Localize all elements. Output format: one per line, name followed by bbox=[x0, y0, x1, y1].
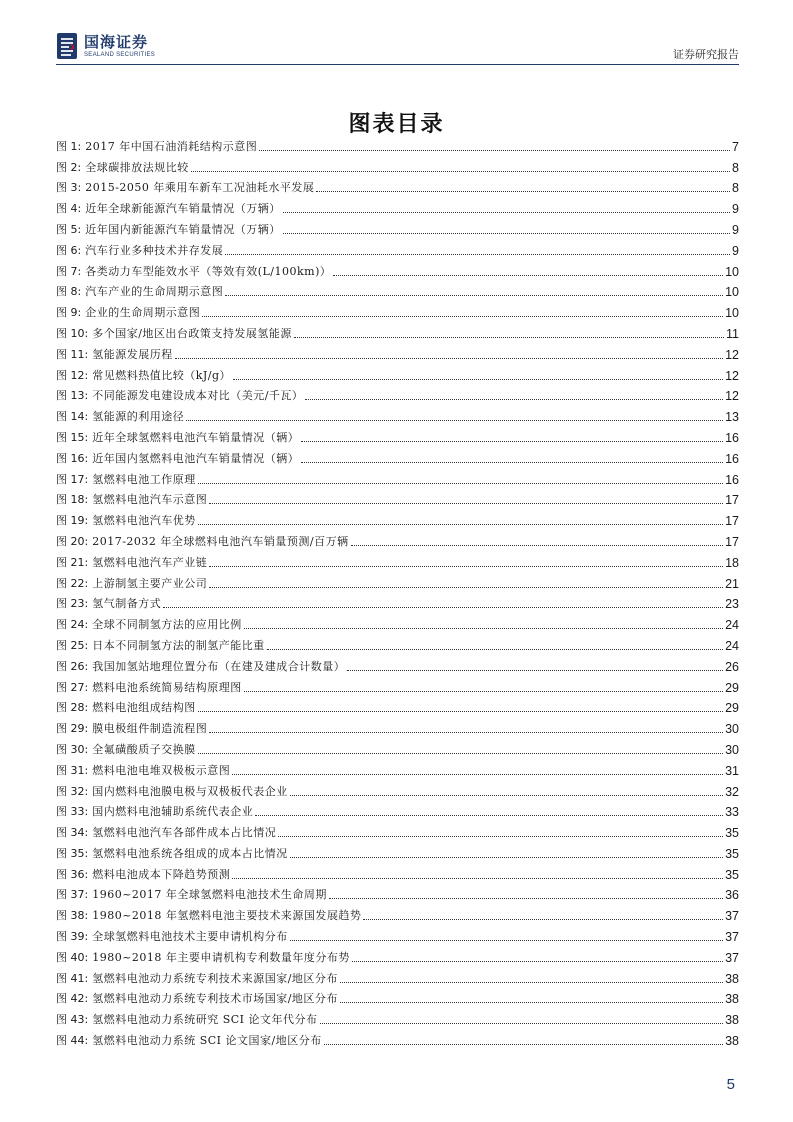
toc-entry-label: 图 30: bbox=[56, 742, 89, 756]
toc-entry-label: 图 27: bbox=[56, 680, 89, 694]
toc-leader-dots bbox=[244, 628, 723, 629]
company-name-en: SEALAND SECURITIES bbox=[84, 51, 156, 58]
toc-entry-label: 图 36: bbox=[56, 867, 89, 881]
toc-entry[interactable] bbox=[56, 320, 739, 341]
toc-entry-title: 燃料电池组成结构图 bbox=[92, 701, 196, 715]
toc-entry[interactable] bbox=[56, 840, 739, 861]
toc-entry-page: 7 bbox=[732, 139, 739, 154]
toc-entry-title: 全氟磺酸质子交换膜 bbox=[92, 742, 196, 756]
toc-entry-label: 图 31: bbox=[56, 763, 89, 777]
toc-leader-dots bbox=[209, 503, 723, 504]
toc-entry[interactable] bbox=[56, 1027, 739, 1048]
toc-leader-dots bbox=[283, 233, 730, 234]
toc-entry[interactable] bbox=[56, 237, 739, 258]
toc-entry[interactable] bbox=[56, 923, 739, 944]
toc-leader-dots bbox=[340, 1002, 723, 1003]
toc-entry-page: 29 bbox=[725, 680, 739, 695]
toc-entry-title: 1980~2018 年主要申请机构专利数量年度分布势 bbox=[92, 950, 350, 964]
toc-entry-title: 近年国内新能源汽车销量情况（万辆） bbox=[85, 222, 281, 236]
toc-entry-label: 图 9: bbox=[56, 306, 82, 320]
toc-entry-title: 企业的生命周期示意图 bbox=[85, 306, 201, 320]
toc-entry-title: 多个国家/地区出台政策支持发展氢能源 bbox=[92, 326, 292, 340]
toc-entry-page: 37 bbox=[725, 930, 739, 945]
toc-entry-label: 图 44: bbox=[56, 1034, 89, 1048]
toc-entry-label: 图 26: bbox=[56, 659, 89, 673]
toc-leader-dots bbox=[225, 295, 723, 296]
toc-entry-label: 图 42: bbox=[56, 992, 89, 1006]
toc-leader-dots bbox=[305, 399, 723, 400]
toc-entry-page: 35 bbox=[725, 846, 739, 861]
toc-entry-label: 图 28: bbox=[56, 701, 89, 715]
toc-entry-page: 18 bbox=[725, 555, 739, 570]
toc-entry-title: 上游制氢主要产业公司 bbox=[92, 576, 208, 590]
toc-entry-title: 氢燃料电池动力系统专利技术来源国家/地区分布 bbox=[92, 971, 338, 985]
toc-entry-title: 日本不同制氢方法的制氢产能比重 bbox=[92, 638, 265, 652]
toc-entry[interactable] bbox=[56, 507, 739, 528]
toc-entry[interactable] bbox=[56, 362, 739, 383]
toc-entry-page: 38 bbox=[725, 971, 739, 986]
toc-entry-label: 图 43: bbox=[56, 1013, 89, 1027]
toc-entry-label: 图 20: bbox=[56, 534, 89, 548]
toc-leader-dots bbox=[363, 919, 723, 920]
toc-entry[interactable] bbox=[56, 341, 739, 362]
toc-leader-dots bbox=[352, 961, 723, 962]
toc-entry-title: 全球氢燃料电池技术主要申请机构分布 bbox=[92, 930, 288, 944]
toc-entry[interactable] bbox=[56, 195, 739, 216]
toc-entry-label: 图 3: bbox=[56, 181, 82, 195]
toc-entry-label: 图 14: bbox=[56, 410, 89, 424]
toc-entry-label: 图 21: bbox=[56, 555, 89, 569]
toc-entry-label: 图 15: bbox=[56, 430, 89, 444]
toc-leader-dots bbox=[329, 898, 723, 899]
toc-entry-page: 8 bbox=[732, 181, 739, 196]
toc-entry-page: 10 bbox=[725, 306, 739, 321]
toc-entry-title: 氢能源的利用途径 bbox=[92, 410, 185, 424]
toc-entry-page: 37 bbox=[725, 950, 739, 965]
toc-entry-title: 氢能源发展历程 bbox=[92, 347, 173, 361]
toc-entry-title: 各类动力车型能效水平（等效有效(L/100km)） bbox=[85, 264, 332, 278]
toc-entry-label: 图 22: bbox=[56, 576, 89, 590]
toc-entry-title: 2017-2032 年全球燃料电池汽车销量预测/百万辆 bbox=[92, 534, 349, 548]
toc-entry[interactable] bbox=[56, 175, 739, 196]
toc-entry[interactable] bbox=[56, 653, 739, 674]
toc-entry-title: 氢燃料电池汽车产业链 bbox=[92, 555, 208, 569]
toc-entry-label: 图 32: bbox=[56, 784, 89, 798]
toc-leader-dots bbox=[347, 670, 723, 671]
toc-entry[interactable] bbox=[56, 986, 739, 1007]
company-name-cn: 国海证券 bbox=[84, 32, 149, 51]
toc-leader-dots bbox=[320, 1023, 724, 1024]
toc-leader-dots bbox=[278, 836, 723, 837]
toc-entry[interactable] bbox=[56, 944, 739, 965]
toc-entry-title: 近年国内氢燃料电池汽车销量情况（辆） bbox=[92, 451, 300, 465]
toc-entry-page: 12 bbox=[725, 368, 739, 383]
toc-entry-page: 26 bbox=[725, 659, 739, 674]
toc-entry-page: 12 bbox=[725, 347, 739, 362]
toc-leader-dots bbox=[316, 191, 730, 192]
toc-leader-dots bbox=[301, 441, 723, 442]
toc-entry-title: 国内燃料电池辅助系统代表企业 bbox=[92, 805, 254, 819]
toc-entry[interactable] bbox=[56, 403, 739, 424]
toc-entry-label: 图 34: bbox=[56, 826, 89, 840]
toc-entry-title: 近年全球氢燃料电池汽车销量情况（辆） bbox=[92, 430, 300, 444]
toc-entry-page: 9 bbox=[732, 222, 739, 237]
toc-entry[interactable] bbox=[56, 445, 739, 466]
toc-entry[interactable] bbox=[56, 299, 739, 320]
toc-entry-title: 氢燃料电池汽车各部件成本占比情况 bbox=[92, 826, 277, 840]
toc-entry-title: 氢气制备方式 bbox=[92, 597, 162, 611]
toc-entry-title: 氢燃料电池动力系统研究 SCI 论文年代分布 bbox=[92, 1013, 318, 1027]
toc-entry-title: 汽车产业的生命周期示意图 bbox=[85, 285, 224, 299]
toc-entry[interactable] bbox=[56, 965, 739, 986]
toc-entry[interactable] bbox=[56, 674, 739, 695]
toc-entry[interactable] bbox=[56, 154, 739, 175]
toc-entry-page: 32 bbox=[725, 784, 739, 799]
toc-leader-dots bbox=[259, 150, 730, 151]
toc-leader-dots bbox=[198, 753, 723, 754]
company-logo bbox=[56, 30, 155, 62]
toc-entry-label: 图 39: bbox=[56, 930, 89, 944]
toc-entry-page: 11 bbox=[726, 326, 739, 341]
toc-entry-label: 图 4: bbox=[56, 202, 82, 216]
toc-entry-label: 图 2: bbox=[56, 160, 82, 174]
toc-entry-title: 氢燃料电池动力系统 SCI 论文国家/地区分布 bbox=[92, 1034, 322, 1048]
toc-leader-dots bbox=[267, 649, 723, 650]
toc-entry-title: 国内燃料电池膜电极与双极板代表企业 bbox=[92, 784, 288, 798]
toc-entry-page: 38 bbox=[725, 1034, 739, 1049]
toc-entry[interactable] bbox=[56, 1006, 739, 1027]
toc-entry[interactable] bbox=[56, 133, 739, 154]
toc-entry[interactable] bbox=[56, 591, 739, 612]
page-title: 图表目录 bbox=[348, 111, 445, 137]
toc-entry-page: 23 bbox=[725, 597, 739, 612]
toc-leader-dots bbox=[294, 337, 724, 338]
toc-leader-dots bbox=[232, 774, 723, 775]
toc-entry-page: 38 bbox=[725, 1013, 739, 1028]
toc-entry[interactable] bbox=[56, 549, 739, 570]
toc-entry-label: 图 37: bbox=[56, 888, 89, 902]
toc-leader-dots bbox=[351, 545, 723, 546]
toc-entry-title: 1980~2018 年氢燃料电池主要技术来源国发展趋势 bbox=[92, 909, 362, 923]
toc-entry[interactable] bbox=[56, 611, 739, 632]
toc-entry-page: 17 bbox=[725, 534, 739, 549]
toc-entry-title: 我国加氢站地理位置分布（在建及建成合计数量） bbox=[92, 659, 346, 673]
toc-entry-page: 16 bbox=[725, 430, 739, 445]
sealand-logo-icon bbox=[56, 32, 78, 60]
toc-entry-title: 不同能源发电建设成本对比（美元/千瓦） bbox=[92, 389, 304, 403]
toc-entry-page: 9 bbox=[732, 202, 739, 217]
toc-entry-page: 30 bbox=[725, 742, 739, 757]
toc-entry-label: 图 18: bbox=[56, 493, 89, 507]
toc-leader-dots bbox=[198, 711, 723, 712]
toc-entry-page: 21 bbox=[725, 576, 739, 591]
toc-entry-page: 10 bbox=[725, 264, 739, 279]
toc-entry-title: 全球碳排放法规比较 bbox=[85, 160, 189, 174]
toc-leader-dots bbox=[209, 566, 723, 567]
toc-entry-title: 氢燃料电池工作原理 bbox=[92, 472, 196, 486]
toc-leader-dots bbox=[340, 982, 723, 983]
toc-entry-title: 2017 年中国石油消耗结构示意图 bbox=[85, 139, 258, 153]
toc-entry-page: 35 bbox=[725, 826, 739, 841]
toc-entry-page: 17 bbox=[725, 493, 739, 508]
toc-entry-label: 图 17: bbox=[56, 472, 89, 486]
report-type: 证券研究报告 bbox=[673, 48, 739, 61]
toc-entry-label: 图 10: bbox=[56, 326, 89, 340]
toc-entry-title: 燃料电池系统简易结构原理图 bbox=[92, 680, 242, 694]
toc-entry-label: 图 33: bbox=[56, 805, 89, 819]
toc-entry-page: 10 bbox=[725, 285, 739, 300]
toc-entry[interactable] bbox=[56, 861, 739, 882]
toc-entry-label: 图 41: bbox=[56, 971, 89, 985]
toc-entry-page: 17 bbox=[725, 514, 739, 529]
toc-entry-page: 24 bbox=[725, 638, 739, 653]
toc-leader-dots bbox=[209, 732, 723, 733]
toc-entry[interactable] bbox=[56, 258, 739, 279]
toc-entry[interactable] bbox=[56, 736, 739, 757]
toc-leader-dots bbox=[283, 212, 730, 213]
toc-entry-page: 36 bbox=[725, 888, 739, 903]
toc-entry[interactable] bbox=[56, 902, 739, 923]
toc-leader-dots bbox=[198, 524, 723, 525]
toc-entry-title: 常见燃料热值比较（kJ/g） bbox=[92, 368, 232, 382]
toc-entry-page: 13 bbox=[725, 410, 739, 425]
toc-entry[interactable] bbox=[56, 570, 739, 591]
toc-entry[interactable] bbox=[56, 279, 739, 300]
toc-entry[interactable] bbox=[56, 799, 739, 820]
toc-entry[interactable] bbox=[56, 882, 739, 903]
toc-entry-label: 图 12: bbox=[56, 368, 89, 382]
toc-leader-dots bbox=[301, 462, 723, 463]
toc-entry-title: 近年全球新能源汽车销量情况（万辆） bbox=[85, 202, 281, 216]
toc-entry-label: 图 25: bbox=[56, 638, 89, 652]
toc-leader-dots bbox=[191, 171, 730, 172]
toc-entry-page: 37 bbox=[725, 909, 739, 924]
figure-toc-list bbox=[56, 133, 739, 1048]
toc-entry-title: 汽车行业多种技术并存发展 bbox=[85, 243, 224, 257]
toc-leader-dots bbox=[202, 316, 723, 317]
toc-entry-title: 膜电极组件制造流程图 bbox=[92, 722, 208, 736]
toc-entry[interactable] bbox=[56, 778, 739, 799]
toc-entry-page: 35 bbox=[725, 867, 739, 882]
toc-entry-page: 30 bbox=[725, 722, 739, 737]
toc-entry-label: 图 13: bbox=[56, 389, 89, 403]
toc-entry-title: 2015-2050 年乘用车新车工况油耗水平发展 bbox=[85, 181, 315, 195]
toc-leader-dots bbox=[255, 815, 723, 816]
toc-entry[interactable] bbox=[56, 424, 739, 445]
toc-leader-dots bbox=[175, 358, 723, 359]
toc-entry-page: 8 bbox=[732, 160, 739, 175]
page-header bbox=[56, 30, 739, 64]
header-divider bbox=[56, 64, 739, 65]
toc-leader-dots bbox=[225, 254, 730, 255]
toc-entry-label: 图 24: bbox=[56, 618, 89, 632]
page-number: 5 bbox=[726, 1076, 735, 1093]
toc-entry-title: 氢燃料电池汽车优势 bbox=[92, 514, 196, 528]
toc-leader-dots bbox=[290, 940, 723, 941]
toc-leader-dots bbox=[186, 420, 723, 421]
toc-entry[interactable] bbox=[56, 466, 739, 487]
toc-leader-dots bbox=[333, 275, 723, 276]
toc-entry-page: 29 bbox=[725, 701, 739, 716]
toc-entry[interactable] bbox=[56, 819, 739, 840]
toc-entry[interactable] bbox=[56, 487, 739, 508]
toc-entry-page: 31 bbox=[725, 763, 739, 778]
toc-entry-title: 氢燃料电池汽车示意图 bbox=[92, 493, 208, 507]
toc-entry-label: 图 40: bbox=[56, 950, 89, 964]
toc-entry-title: 燃料电池电堆双极板示意图 bbox=[92, 763, 231, 777]
toc-entry-title: 氢燃料电池动力系统专利技术市场国家/地区分布 bbox=[92, 992, 338, 1006]
toc-leader-dots bbox=[232, 878, 723, 879]
toc-entry[interactable] bbox=[56, 632, 739, 653]
toc-leader-dots bbox=[324, 1044, 723, 1045]
toc-leader-dots bbox=[290, 857, 723, 858]
toc-entry[interactable] bbox=[56, 695, 739, 716]
toc-entry-label: 图 7: bbox=[56, 264, 82, 278]
toc-entry-label: 图 29: bbox=[56, 722, 89, 736]
toc-leader-dots bbox=[163, 607, 723, 608]
toc-entry-page: 24 bbox=[725, 618, 739, 633]
toc-leader-dots bbox=[290, 795, 723, 796]
toc-entry-page: 16 bbox=[725, 472, 739, 487]
toc-leader-dots bbox=[244, 691, 723, 692]
toc-entry-title: 燃料电池成本下降趋势预测 bbox=[92, 867, 231, 881]
toc-entry-label: 图 1: bbox=[56, 139, 82, 153]
toc-entry-title: 氢燃料电池系统各组成的成本占比情况 bbox=[92, 846, 288, 860]
toc-leader-dots bbox=[198, 483, 723, 484]
toc-entry-page: 12 bbox=[725, 389, 739, 404]
toc-entry-label: 图 8: bbox=[56, 285, 82, 299]
toc-entry[interactable] bbox=[56, 528, 739, 549]
toc-entry[interactable] bbox=[56, 715, 739, 736]
toc-entry-page: 16 bbox=[725, 451, 739, 466]
toc-entry-label: 图 38: bbox=[56, 909, 89, 923]
toc-entry-label: 图 23: bbox=[56, 597, 89, 611]
toc-entry-page: 33 bbox=[725, 805, 739, 820]
toc-leader-dots bbox=[233, 379, 723, 380]
toc-entry-label: 图 16: bbox=[56, 451, 89, 465]
toc-entry-title: 全球不同制氢方法的应用比例 bbox=[92, 618, 242, 632]
toc-entry-page: 38 bbox=[725, 992, 739, 1007]
toc-entry-title: 1960~2017 年全球氢燃料电池技术生命周期 bbox=[92, 888, 327, 902]
toc-entry[interactable] bbox=[56, 757, 739, 778]
toc-entry-label: 图 19: bbox=[56, 514, 89, 528]
toc-entry-label: 图 6: bbox=[56, 243, 82, 257]
toc-leader-dots bbox=[209, 587, 723, 588]
toc-entry-label: 图 35: bbox=[56, 846, 89, 860]
toc-entry-label: 图 5: bbox=[56, 222, 82, 236]
toc-entry-page: 9 bbox=[732, 243, 739, 258]
toc-entry-label: 图 11: bbox=[56, 347, 89, 361]
toc-entry[interactable] bbox=[56, 216, 739, 237]
toc-entry[interactable] bbox=[56, 383, 739, 404]
